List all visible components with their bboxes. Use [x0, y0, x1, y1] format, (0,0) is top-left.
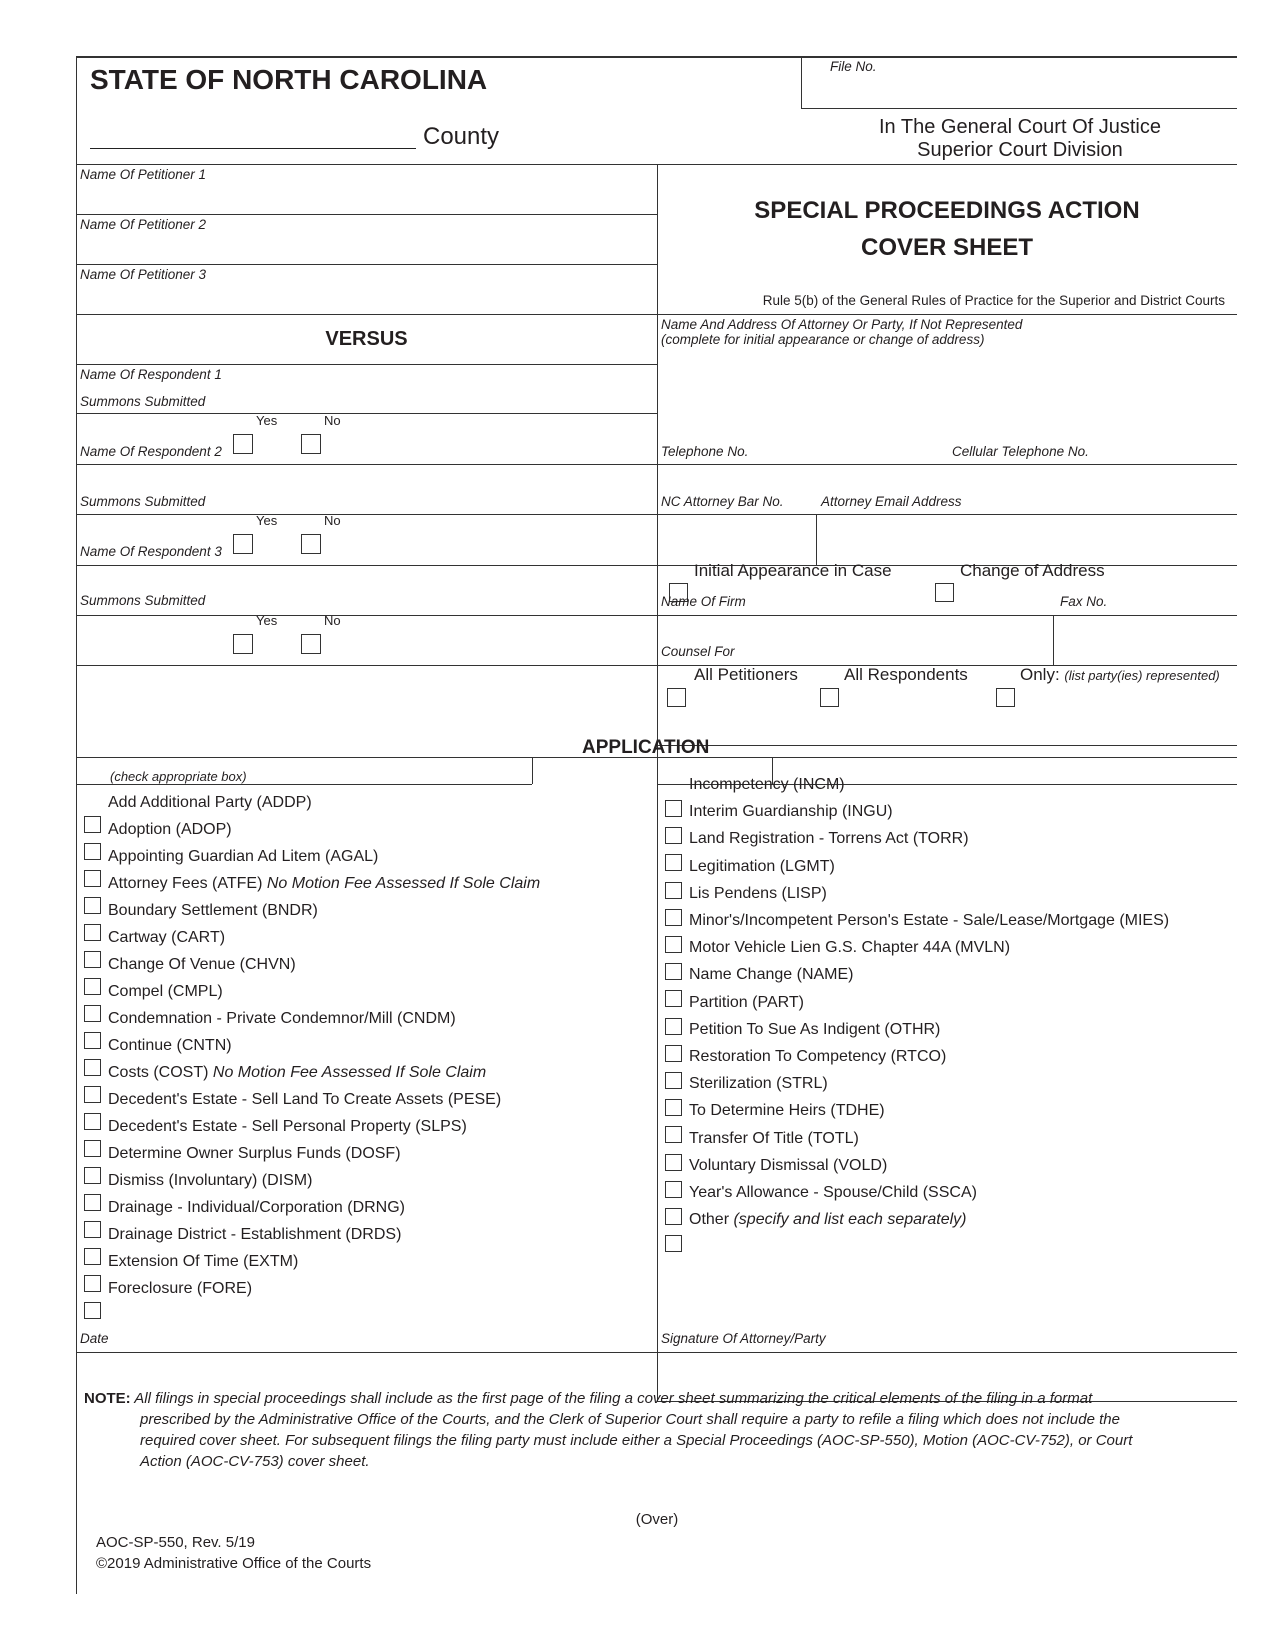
all-petitioners-label: All Petitioners [694, 665, 798, 684]
application-right-item-label [689, 776, 845, 794]
counsel-for-label: Counsel For [661, 644, 735, 659]
only-checkbox[interactable] [996, 688, 1015, 707]
application-left-item-label [108, 1037, 232, 1055]
application-right-checkbox[interactable] [665, 1126, 682, 1143]
cellular-field[interactable]: Cellular Telephone No. [952, 444, 1089, 459]
divider [76, 784, 532, 785]
application-right-checkbox[interactable] [665, 1072, 682, 1089]
item-text: Determine Owner Surplus Funds (DOSF) [108, 1145, 401, 1162]
respondent2-summons-yes-checkbox[interactable] [233, 534, 253, 554]
court-line2: Superior Court Division [917, 139, 1123, 161]
change-address-checkbox[interactable] [935, 583, 954, 602]
item-text: Costs (COST) [108, 1064, 213, 1081]
item-text: Minor's/Incompetent Person's Estate - Sale/Lease/Mortgage (MIES) [689, 912, 1170, 929]
rule-note: Rule 5(b) of the General Rules of Practice for the Superior and District Courts [762, 293, 1225, 308]
application-title: APPLICATION [582, 737, 710, 758]
top-border [76, 56, 1237, 58]
respondent1-field[interactable]: Name Of Respondent 1 [80, 367, 222, 382]
application-left-checkbox[interactable] [84, 1221, 101, 1238]
application-left-checkbox[interactable] [84, 1086, 101, 1103]
divider [76, 464, 1237, 465]
item-text: Boundary Settlement (BNDR) [108, 902, 318, 919]
divider [76, 364, 657, 365]
item-text: Interim Guardianship (INGU) [689, 803, 893, 821]
application-left-item-label [108, 1064, 486, 1082]
application-left-checkbox[interactable] [84, 816, 101, 833]
application-left-item-label [108, 1118, 467, 1136]
application-left-item-label [108, 875, 540, 893]
court-line1: In The General Court Of Justice [879, 116, 1161, 138]
item-text: Change Of Venue (CHVN) [108, 956, 296, 973]
application-right-checkbox[interactable] [665, 1208, 682, 1225]
respondent1-summons-no-checkbox[interactable] [301, 434, 321, 454]
item-text: Attorney Fees (ATFE) [108, 875, 267, 892]
only-text: Only: [1020, 665, 1060, 684]
copyright: ©2019 Administrative Office of the Courts [96, 1555, 372, 1572]
application-left-item-label [108, 902, 318, 920]
application-left-item-label [108, 1253, 298, 1271]
item-text: Transfer Of Title (TOTL) [689, 1129, 859, 1147]
no-label: No [324, 413, 341, 428]
summons-label: Summons Submitted [80, 494, 206, 509]
date-field[interactable]: Date [80, 1331, 109, 1346]
item-text: Motor Vehicle Lien G.S. Chapter 44A (MVLN) [689, 939, 1011, 957]
item-text: Foreclosure (FORE) [108, 1280, 253, 1297]
divider [76, 514, 1237, 515]
petitioner3-field[interactable]: Name Of Petitioner 3 [80, 267, 207, 282]
application-right-item-label [689, 1048, 946, 1066]
divider [816, 514, 817, 565]
item-text: Voluntary Dismissal (VOLD) [689, 1156, 888, 1174]
item-text: Drainage District - Establishment (DRDS) [108, 1226, 402, 1243]
application-right-item-label [689, 830, 969, 848]
item-text: Continue (CNTN) [108, 1037, 232, 1054]
application-right-checkbox[interactable] [665, 1099, 682, 1116]
application-right-checkbox[interactable] [665, 800, 682, 817]
application-left-checkbox[interactable] [84, 897, 101, 914]
application-left-checkbox[interactable] [84, 1032, 101, 1049]
all-petitioners-checkbox[interactable] [667, 688, 686, 707]
divider [801, 108, 1237, 109]
item-text: Name Change (NAME) [689, 966, 854, 984]
application-right-item-label [689, 994, 804, 1012]
application-right-item-label [689, 912, 1169, 930]
yes-label: Yes [256, 413, 278, 428]
only-note: (list party(ies) represented) [1064, 668, 1220, 683]
note-line1: All filings in special proceedings shall include as the first page of the filing a cover sheet summarizing the critical elements of the filing in a format [134, 1390, 1093, 1407]
petitioner2-field[interactable]: Name Of Petitioner 2 [80, 217, 207, 232]
application-left-checkbox[interactable] [84, 1248, 101, 1265]
divider [76, 1352, 1237, 1353]
divider [657, 745, 1237, 746]
state-title: STATE OF NORTH CAROLINA [90, 64, 488, 95]
application-right-checkbox[interactable] [665, 936, 682, 953]
all-respondents-label: All Respondents [844, 665, 968, 684]
no-label: No [324, 513, 341, 528]
item-text: Lis Pendens (LISP) [689, 884, 827, 902]
application-left-item-label [108, 1010, 456, 1028]
application-left-item-label [108, 1091, 501, 1109]
application-right-checkbox[interactable] [665, 882, 682, 899]
bar-no-field[interactable]: NC Attorney Bar No. [661, 494, 784, 509]
item-text: Cartway (CART) [108, 929, 226, 946]
application-left-checkbox[interactable] [84, 1140, 101, 1157]
item-text: Appointing Guardian Ad Litem (AGAL) [108, 848, 379, 865]
application-right-checkbox[interactable] [665, 1154, 682, 1171]
application-left-item-label [108, 1199, 405, 1217]
divider [76, 615, 1237, 616]
summons-label: Summons Submitted [80, 593, 206, 608]
note-line2: prescribed by the Administrative Office of the Courts, and the Clerk of Superior Court shall require a party to refile a filing which does not include the [140, 1411, 1120, 1428]
item-text: Legitimation (LGMT) [689, 857, 835, 875]
application-left-item-label [108, 1145, 401, 1163]
item-text: Condemnation - Private Condemnor/Mill (CNDM) [108, 1010, 456, 1027]
respondent2-field[interactable]: Name Of Respondent 2 [80, 444, 222, 459]
application-right-checkbox[interactable] [665, 963, 682, 980]
divider [76, 314, 1237, 315]
check-note: (check appropriate box) [110, 769, 247, 784]
no-label: No [324, 613, 341, 628]
attorney-name-address-field[interactable]: Name And Address Of Attorney Or Party, If Not Represented [661, 317, 1023, 332]
application-right-checkbox[interactable] [665, 990, 682, 1007]
application-left-item-label [108, 794, 312, 812]
item-text: Other [689, 1211, 734, 1229]
respondent1-summons-yes-checkbox[interactable] [233, 434, 253, 454]
item-note: No Motion Fee Assessed If Sole Claim [212, 1064, 487, 1081]
county-label: County [423, 123, 500, 150]
application-right-item-label [689, 1157, 887, 1175]
yes-label: Yes [256, 613, 278, 628]
item-text: Partition (PART) [689, 993, 804, 1011]
application-left-checkbox[interactable] [84, 1194, 101, 1211]
divider [532, 757, 533, 784]
application-left-checkbox[interactable] [84, 924, 101, 941]
item-text: Land Registration - Torrens Act (TORR) [689, 830, 969, 848]
change-address-label: Change of Address [960, 561, 1105, 580]
application-right-checkbox[interactable] [665, 1045, 682, 1062]
item-text: Compel (CMPL) [108, 983, 223, 1000]
application-left-checkbox[interactable] [84, 1167, 101, 1184]
application-left-item-label [108, 1226, 401, 1244]
application-right-checkbox[interactable] [665, 1181, 682, 1198]
center-divider [657, 164, 658, 1401]
note-label: NOTE: [84, 1390, 131, 1407]
application-left-checkbox[interactable] [84, 843, 101, 860]
item-text: Decedent's Estate - Sell Land To Create Assets (PESE) [108, 1091, 502, 1108]
item-note: (specify and list each separately) [733, 1211, 967, 1229]
form-title: SPECIAL PROCEEDINGS ACTION [754, 197, 1140, 224]
note-line3: required cover sheet. For subsequent filings the filing party must include either a Special Proceedings (AOC-SP-550), Motion (AOC-CV-752), or Court [140, 1432, 1133, 1449]
yes-label: Yes [256, 513, 278, 528]
application-left-checkbox[interactable] [84, 870, 101, 887]
application-right-item-label [689, 1184, 977, 1202]
application-right-checkbox[interactable] [665, 1018, 682, 1035]
application-left-item-label [108, 848, 378, 866]
petitioner1-field[interactable]: Name Of Petitioner 1 [80, 167, 207, 182]
application-left-item-label [108, 956, 296, 974]
only-label [1020, 665, 1220, 685]
application-left-checkbox[interactable] [84, 978, 101, 995]
application-left-item-label [108, 1280, 252, 1298]
application-right-checkbox[interactable] [665, 827, 682, 844]
versus-label: VERSUS [325, 328, 408, 350]
item-text: Extension Of Time (EXTM) [108, 1253, 299, 1270]
application-left-item-label [108, 1172, 312, 1190]
divider [76, 413, 657, 414]
summons-label: Summons Submitted [80, 394, 206, 409]
item-text: Petition To Sue As Indigent (OTHR) [689, 1020, 941, 1038]
application-left-checkbox[interactable] [84, 1113, 101, 1130]
application-right-item-label [689, 1102, 885, 1120]
attorney-name-address-note: (complete for initial appearance or change of address) [661, 332, 985, 347]
application-right-item-label [689, 858, 835, 876]
application-right-item-label [689, 803, 893, 821]
respondent3-summons-yes-checkbox[interactable] [233, 634, 253, 654]
application-right-item-label [689, 1075, 828, 1093]
application-left-checkbox[interactable] [84, 1302, 101, 1319]
item-text: Incompetency (INCM) [689, 776, 845, 793]
application-right-item-label [689, 1211, 966, 1229]
application-right-item-label [689, 966, 854, 984]
application-right-checkbox[interactable] [665, 909, 682, 926]
application-left-checkbox[interactable] [84, 1275, 101, 1292]
application-left-checkbox[interactable] [84, 951, 101, 968]
respondent3-field[interactable]: Name Of Respondent 3 [80, 544, 222, 559]
application-left-item-label [108, 983, 223, 1001]
item-text: Adoption (ADOP) [108, 821, 232, 838]
application-right-item-label [689, 939, 1010, 957]
item-text: To Determine Heirs (TDHE) [689, 1102, 885, 1120]
initial-appearance-label: Initial Appearance in Case [694, 561, 892, 580]
divider [1053, 615, 1054, 665]
item-text: Add Additional Party (ADDP) [108, 794, 312, 811]
application-right-item-label [689, 1130, 859, 1148]
all-respondents-checkbox[interactable] [820, 688, 839, 707]
item-text: Drainage - Individual/Corporation (DRNG) [108, 1199, 406, 1216]
left-border [76, 56, 77, 1594]
application-left-item-label [108, 821, 232, 839]
firm-field[interactable]: Name Of Firm [661, 594, 746, 609]
divider [76, 214, 657, 215]
fax-field[interactable]: Fax No. [1060, 594, 1108, 609]
application-left-checkbox[interactable] [84, 1005, 101, 1022]
item-text: Year's Allowance - Spouse/Child (SSCA) [689, 1184, 977, 1201]
application-right-checkbox[interactable] [665, 854, 682, 871]
signature-field[interactable]: Signature Of Attorney/Party [661, 1331, 826, 1346]
email-field[interactable]: Attorney Email Address [821, 494, 962, 509]
application-left-item-label [108, 929, 225, 947]
respondent2-summons-no-checkbox[interactable] [301, 534, 321, 554]
item-text: Restoration To Competency (RTCO) [689, 1048, 947, 1065]
item-text: Decedent's Estate - Sell Personal Property (SLPS) [108, 1118, 467, 1135]
county-field[interactable] [90, 148, 416, 149]
file-no-label: File No. [830, 59, 877, 74]
application-left-checkbox[interactable] [84, 1059, 101, 1076]
form-id: AOC-SP-550, Rev. 5/19 [96, 1534, 255, 1551]
file-no-divider [801, 56, 802, 108]
respondent3-summons-no-checkbox[interactable] [301, 634, 321, 654]
telephone-field[interactable]: Telephone No. [661, 444, 749, 459]
item-text: Dismiss (Involuntary) (DISM) [108, 1172, 313, 1189]
application-right-checkbox[interactable] [665, 1235, 682, 1252]
application-right-item-label [689, 885, 827, 903]
form-subtitle: COVER SHEET [860, 234, 1034, 261]
over-label: (Over) [635, 1511, 679, 1528]
application-right-item-label [689, 1021, 940, 1039]
divider [76, 264, 657, 265]
note-line4: Action (AOC-CV-753) cover sheet. [140, 1453, 370, 1470]
item-text: Sterilization (STRL) [689, 1075, 828, 1093]
item-note: No Motion Fee Assessed If Sole Claim [266, 875, 541, 892]
